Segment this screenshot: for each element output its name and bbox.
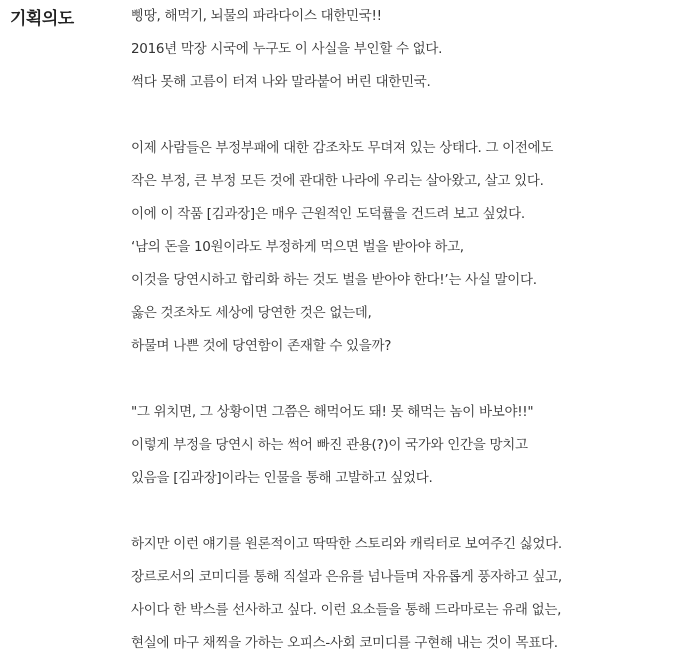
text-line: 하물며 나쁜 것에 당연함이 존재할 수 있을까? [131, 338, 392, 354]
text-line: ‘남의 돈을 10원이라도 부정하게 먹으면 벌을 받아야 하고, [131, 239, 464, 255]
text-line: 이것을 당연시하고 합리화 하는 것도 벌을 받아야 한다!’는 사실 말이다. [131, 272, 537, 288]
paragraph-spacer [131, 99, 697, 132]
text-line: 사이다 한 박스를 선사하고 싶다. 이런 요소들을 통해 드라마로는 유래 없는, [131, 602, 562, 618]
text-line: 이에 이 작품 [김과장]은 매우 근원적인 도덕률을 건드려 보고 싶었다. [131, 206, 525, 222]
text-line: "그 위치면, 그 상황이면 그쯤은 해먹어도 돼! 못 해먹는 놈이 바보야!!" [131, 404, 534, 420]
section-heading: 기획의도 [10, 9, 74, 29]
text-line: 현실에 마구 채찍을 가하는 오피스-사회 코미디를 구현해 내는 것이 목표다. [131, 635, 558, 651]
text-line: 썩다 못해 고름이 터져 나와 말라붙어 버린 대한민국. [131, 74, 431, 90]
intent-body [131, 0, 697, 660]
text-line: 작은 부정, 큰 부정 모든 것에 관대한 나라에 우리는 살아왔고, 살고 있다. [131, 173, 544, 189]
text-line: 장르로서의 코미디를 통해 직설과 은유를 넘나들며 자유롭게 풍자하고 싶고, [131, 569, 562, 585]
text-line: 옳은 것조차도 세상에 당연한 것은 없는데, [131, 305, 372, 321]
paragraph-spacer [131, 363, 697, 396]
text-line: 있음을 [김과장]이라는 인물을 통해 고발하고 싶었다. [131, 470, 433, 486]
text-line: 삥땅, 해먹기, 뇌물의 파라다이스 대한민국!! [131, 8, 382, 24]
text-line: 이제 사람들은 부정부패에 대한 감조차도 무뎌져 있는 상태다. 그 이전에도 [131, 140, 554, 156]
text-line: 2016년 막장 시국에 누구도 이 사실을 부인할 수 없다. [131, 41, 443, 57]
text-line: 하지만 이런 얘기를 원론적이고 딱딱한 스토리와 캐릭터로 보여주긴 싫었다. [131, 536, 562, 552]
paragraph-spacer [131, 495, 697, 528]
text-line: 이렇게 부정을 당연시 하는 썩어 빠진 관용(?)이 국가와 인간을 망치고 [131, 437, 528, 453]
